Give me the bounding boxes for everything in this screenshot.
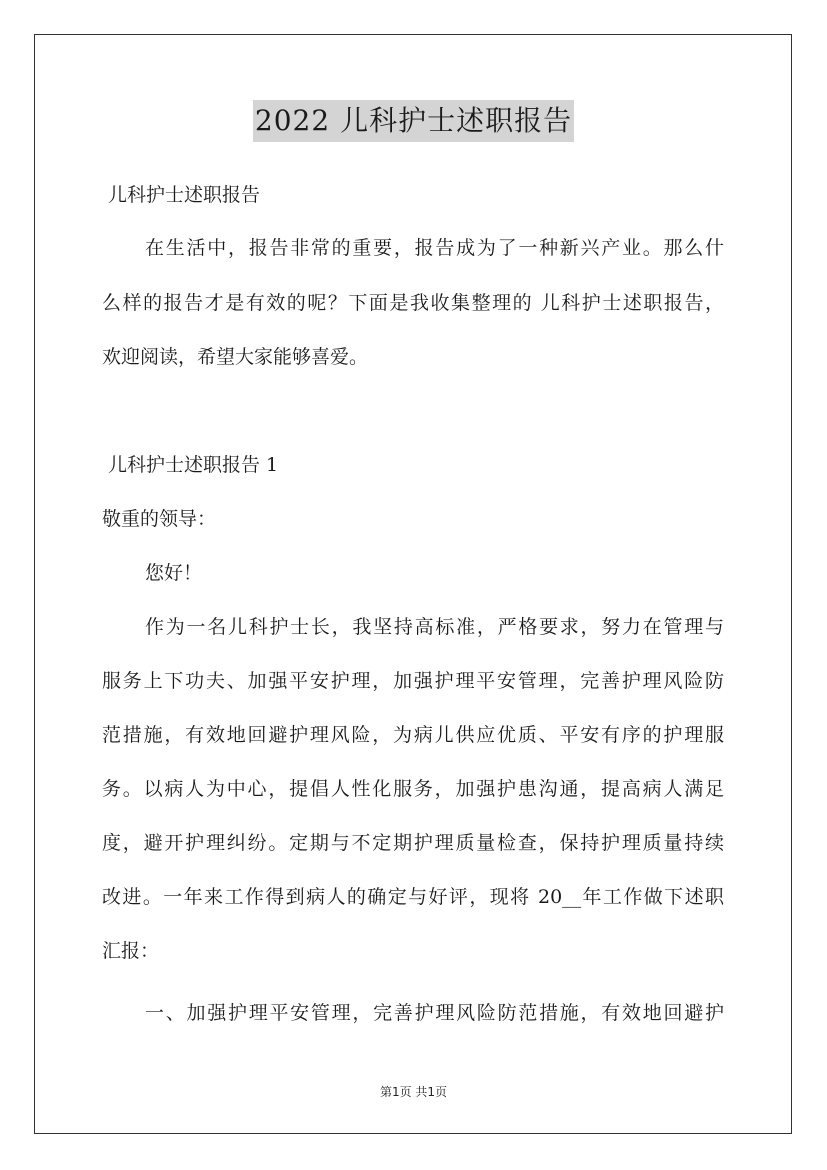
section-heading: 儿科护士述职报告 1	[108, 454, 279, 476]
greeting: 您好！	[145, 562, 203, 584]
body-line: 服务上下功夫、加强平安护理，加强护理平安管理，完善护理风险防	[102, 670, 724, 692]
body-line: 范措施，有效地回避护理风险，为病儿供应优质、平安有序的护理服	[102, 724, 724, 746]
body-line: 务。以病人为中心，提倡人性化服务，加强护患沟通，提高病人满足	[102, 778, 724, 800]
salutation: 敬重的领导：	[102, 508, 217, 530]
intro-line: 在生活中，报告非常的重要，报告成为了一种新兴产业。那么什	[145, 237, 724, 259]
list-item-heading: 一、加强护理平安管理，完善护理风险防范措施，有效地回避护	[145, 1002, 724, 1024]
body-line: 汇报：	[102, 940, 160, 962]
body-line: 改进。一年来工作得到病人的确定与好评，现将 20__年工作做下述职	[102, 886, 724, 908]
title-container	[0, 100, 827, 142]
page-number: 第1页 共1页	[379, 1085, 448, 1099]
body-line: 度，避开护理纠纷。定期与不定期护理质量检查，保持护理质量持续	[102, 832, 724, 854]
body-line: 作为一名儿科护士长，我坚持高标准，严格要求，努力在管理与	[145, 616, 724, 638]
document-title: 2022 儿科护士述职报告	[253, 100, 574, 142]
document-subtitle: 儿科护士述职报告	[108, 184, 261, 206]
intro-line: 欢迎阅读，希望大家能够喜爱。	[102, 346, 369, 368]
intro-line: 么样的报告才是有效的呢？下面是我收集整理的 儿科护士述职报告，	[102, 292, 724, 314]
